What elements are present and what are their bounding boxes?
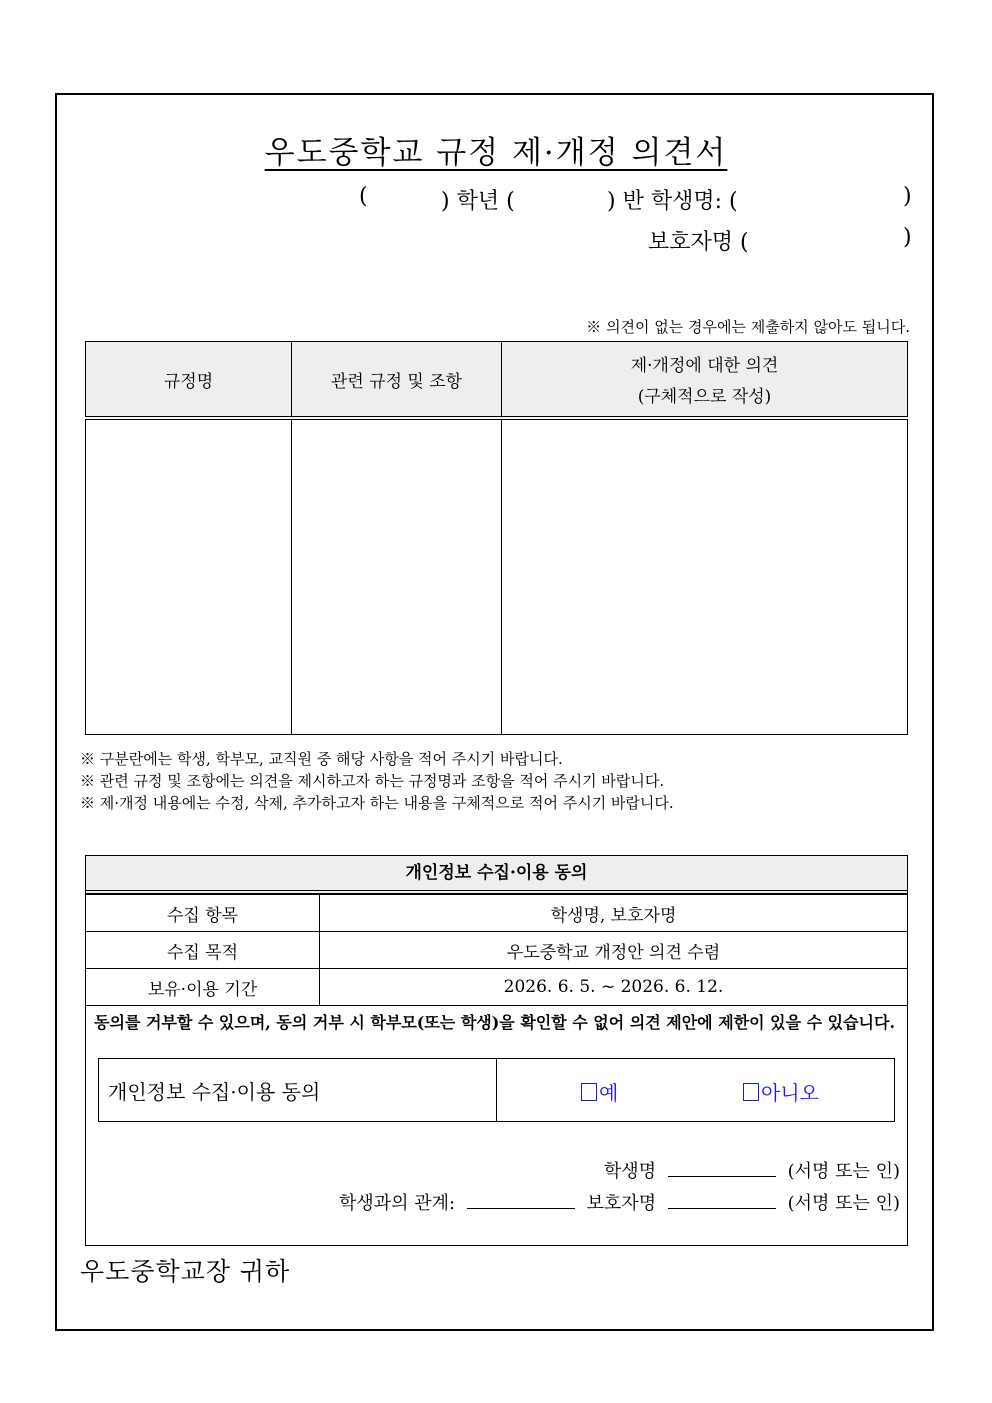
- sign-suffix: (서명 또는 인): [787, 1161, 900, 1182]
- student-sign-blank[interactable]: [668, 1162, 776, 1177]
- document-title: 우도중학교 규정 제·개정 의견서: [264, 135, 728, 171]
- agree-no-option[interactable]: [743, 1077, 819, 1106]
- regulation-name-cell[interactable]: [86, 418, 292, 735]
- col-regulation-name: 규정명: [86, 342, 292, 419]
- table-row: [86, 932, 907, 969]
- sign-suffix: (서명 또는 인): [787, 1193, 900, 1214]
- col-opinion: [502, 342, 908, 419]
- col-related-clause: 관련 규정 및 조항: [292, 342, 502, 419]
- guardian-signature-line: [339, 1189, 900, 1215]
- closing-text: 우도중학교장 귀하: [80, 1257, 291, 1286]
- student-signature-line: [604, 1157, 900, 1183]
- consent-row-value: 학생명, 보호자명: [320, 895, 908, 932]
- related-clause-cell[interactable]: [292, 418, 502, 735]
- consent-section: [85, 855, 908, 1246]
- table-row: [86, 969, 907, 1006]
- opinion-cell[interactable]: [502, 418, 908, 735]
- agree-yes-option[interactable]: [581, 1077, 618, 1106]
- consent-description: 동의를 거부할 수 있으며, 동의 거부 시 학부모(또는 학생)을 확인할 수 없어 의견 제안에 제한이 있을 수 있습니다.: [94, 1013, 896, 1032]
- col-opinion-line1: 제·개정에 대한 의견: [630, 356, 779, 376]
- consent-row-label: 보유·이용 기간: [86, 969, 320, 1006]
- relation-label: 학생과의 관계:: [338, 1193, 456, 1214]
- guardian-sign-label: 보호자명: [586, 1193, 657, 1214]
- student-name-paren-close: ): [903, 184, 912, 209]
- guardian-sign-blank[interactable]: [668, 1194, 776, 1209]
- guardian-paren-close: ): [903, 225, 912, 250]
- guardian-label: 보호자명 (: [648, 230, 749, 255]
- note-item: ※ 구분란에는 학생, 학부모, 교직원 중 해당 사항을 적어 주시기 바랍니다.: [80, 750, 563, 768]
- top-note: ※ 의견이 없는 경우에는 제출하지 않아도 됩니다.: [586, 318, 910, 336]
- table-row: [86, 895, 907, 932]
- col-opinion-line2: (구체적으로 작성): [637, 387, 772, 407]
- note-item: ※ 제·개정 내용에는 수정, 삭제, 추가하고자 하는 내용을 구체적으로 적어 주시기 바랍니다.: [80, 794, 674, 812]
- checkbox-icon[interactable]: [581, 1083, 597, 1101]
- agree-box: [98, 1058, 895, 1122]
- checkbox-icon[interactable]: [743, 1083, 759, 1101]
- agree-no-label: 아니오: [761, 1081, 819, 1105]
- consent-title: 개인정보 수집·이용 동의: [86, 856, 907, 894]
- notes-list: [80, 748, 674, 814]
- consent-row-label: 수집 항목: [86, 895, 320, 932]
- consent-row-value: 2026. 6. 5. ~ 2026. 6. 12.: [320, 969, 908, 1006]
- consent-row-value: 우도중학교 개정안 의견 수렴: [320, 932, 908, 969]
- class-label: ) 반 학생명: (: [607, 189, 738, 214]
- agree-yes-label: 예: [599, 1081, 619, 1105]
- consent-row-label: 수집 목적: [86, 932, 320, 969]
- note-item: ※ 관련 규정 및 조항에는 의견을 제시하고자 하는 규정명과 조항을 적어 주시기 바랍니다.: [80, 772, 665, 790]
- grade-paren-open: (: [359, 184, 368, 209]
- relation-blank[interactable]: [467, 1194, 575, 1209]
- consent-table: [86, 894, 907, 1006]
- student-sign-label: 학생명: [603, 1161, 657, 1182]
- opinion-table: [85, 341, 908, 735]
- grade-label: ) 학년 (: [441, 189, 515, 214]
- agree-label: 개인정보 수집·이용 동의: [99, 1059, 497, 1121]
- agree-options: [497, 1059, 894, 1121]
